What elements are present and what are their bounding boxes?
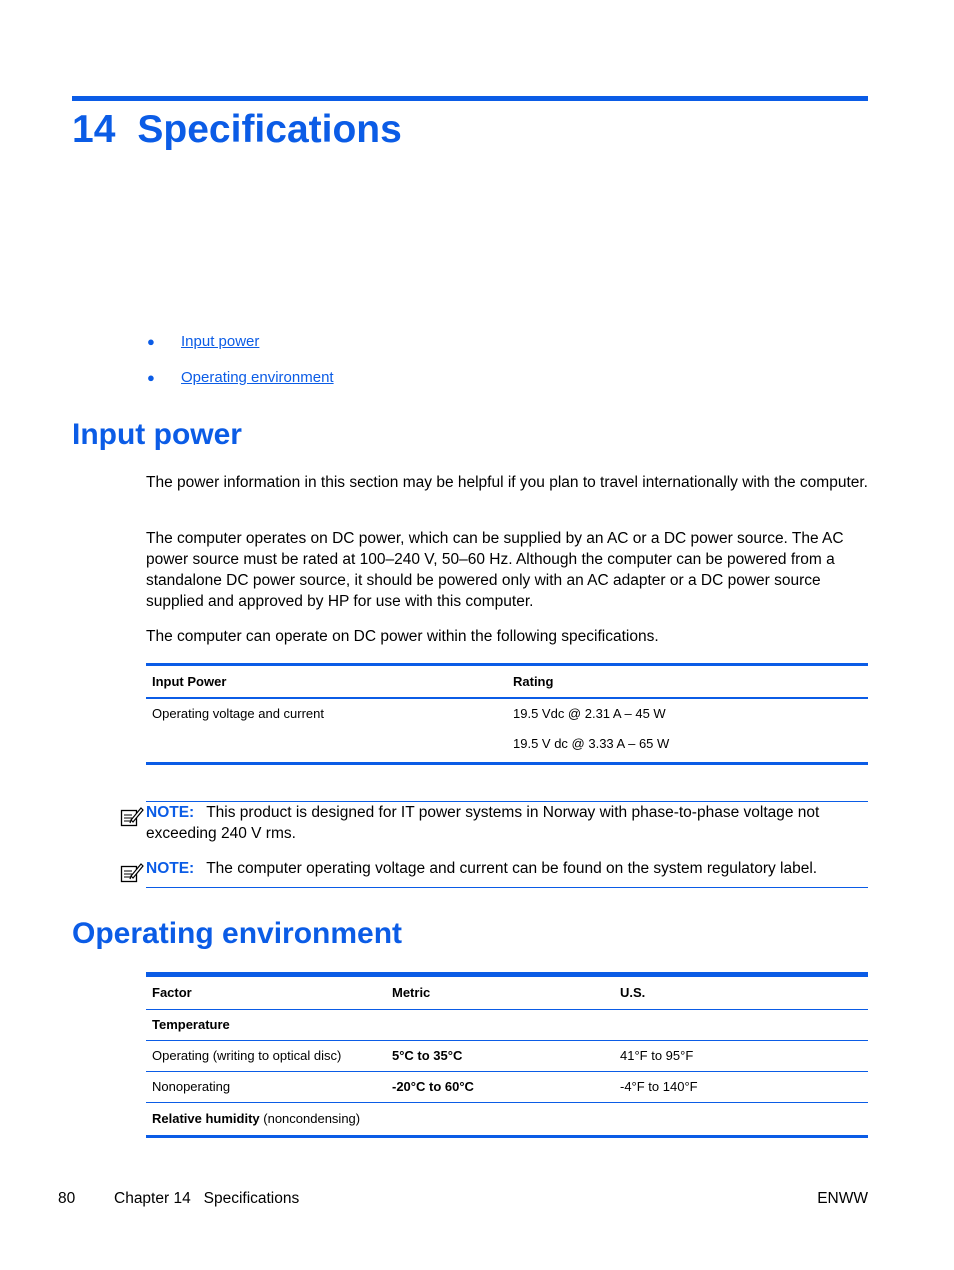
table-header-factor: Factor bbox=[152, 985, 192, 1001]
note-regulatory-label bbox=[146, 858, 868, 879]
section-heading-input-power: Input power bbox=[72, 418, 242, 451]
bullet-icon: ● bbox=[147, 370, 155, 385]
table-row bbox=[146, 1071, 868, 1102]
note-icon bbox=[120, 861, 144, 883]
footer-chapter-ref: Chapter 14 Specifications bbox=[114, 1190, 300, 1207]
operating-environment-table bbox=[146, 977, 868, 1134]
note-label: NOTE: bbox=[146, 860, 195, 877]
table-header-us: U.S. bbox=[620, 985, 646, 1001]
metric-operating: 5°C to 35°C bbox=[392, 1048, 463, 1063]
humidity-label: Relative humidity bbox=[152, 1110, 260, 1126]
toc-link-operating-environment[interactable]: Operating environment bbox=[181, 369, 334, 386]
note-label: NOTE: bbox=[146, 804, 195, 821]
table-row bbox=[146, 1102, 868, 1134]
us-operating: 41°F to 95°F bbox=[620, 1048, 694, 1063]
temperature-label: Temperature bbox=[152, 1017, 230, 1032]
us-nonoperating: -4°F to 140°F bbox=[620, 1079, 698, 1094]
table-header-row bbox=[146, 977, 868, 1009]
input-power-table bbox=[146, 666, 868, 762]
toc-link-input-power[interactable]: Input power bbox=[181, 333, 260, 350]
table-row bbox=[146, 1009, 868, 1040]
factor-nonoperating: Nonoperating bbox=[152, 1079, 231, 1094]
row-label-voltage: Operating voltage and current bbox=[152, 706, 324, 721]
humidity-row-label bbox=[146, 1102, 868, 1134]
rating-45w: 19.5 Vdc @ 2.31 A – 45 W bbox=[513, 706, 666, 721]
table-row bbox=[146, 1040, 868, 1071]
chapter-number: 14 bbox=[72, 108, 116, 151]
input-power-paragraph-3: The computer can operate on DC power within the following specifications. bbox=[146, 628, 659, 645]
factor-operating: Operating (writing to optical disc) bbox=[152, 1048, 342, 1063]
table-bottom-rule bbox=[146, 1135, 868, 1138]
note-text: This product is designed for IT power systems in Norway with phase-to-phase voltage not exceeding 240 V rms. bbox=[146, 804, 820, 842]
table-header-rating: Rating bbox=[513, 674, 554, 689]
toc-item-operating-environment bbox=[147, 369, 334, 386]
input-power-paragraph-2: The computer operates on DC power, which can be supplied by an AC or a DC power source. The AC power source must be rated at 100–240 V, 50–60 Hz. Although the computer can be powered from a standalone DC power source, it should be powered only with an AC adapter or a DC power source supplied and approved by HP for use with this computer. bbox=[146, 530, 844, 610]
table-header-input-power: Input Power bbox=[152, 674, 227, 689]
note-text: The computer operating voltage and current can be found on the system regulatory label. bbox=[206, 860, 818, 877]
table-header-row bbox=[146, 666, 868, 698]
section-heading-operating-environment: Operating environment bbox=[72, 917, 403, 950]
footer-page-number: 80 bbox=[58, 1190, 76, 1207]
table-bottom-rule bbox=[146, 762, 868, 765]
rating-65w: 19.5 V dc @ 3.33 A – 65 W bbox=[513, 736, 670, 751]
table-row bbox=[146, 730, 868, 762]
chapter-title bbox=[72, 108, 402, 152]
chapter-rule bbox=[72, 96, 868, 101]
note-bottom-rule bbox=[146, 887, 868, 888]
table-row bbox=[146, 698, 868, 730]
metric-nonoperating: -20°C to 60°C bbox=[392, 1079, 474, 1094]
humidity-note: (noncondensing) bbox=[263, 1110, 361, 1126]
input-power-paragraph-1: The power information in this section may be helpful if you plan to travel internationally with the computer. bbox=[146, 474, 868, 491]
bullet-icon: ● bbox=[147, 334, 155, 349]
note-norway bbox=[146, 802, 868, 844]
table-header-metric: Metric bbox=[392, 985, 431, 1001]
note-icon bbox=[120, 805, 144, 827]
chapter-title-text: Specifications bbox=[137, 108, 402, 151]
toc-item-input-power bbox=[147, 333, 259, 350]
footer-locale: ENWW bbox=[817, 1190, 868, 1207]
